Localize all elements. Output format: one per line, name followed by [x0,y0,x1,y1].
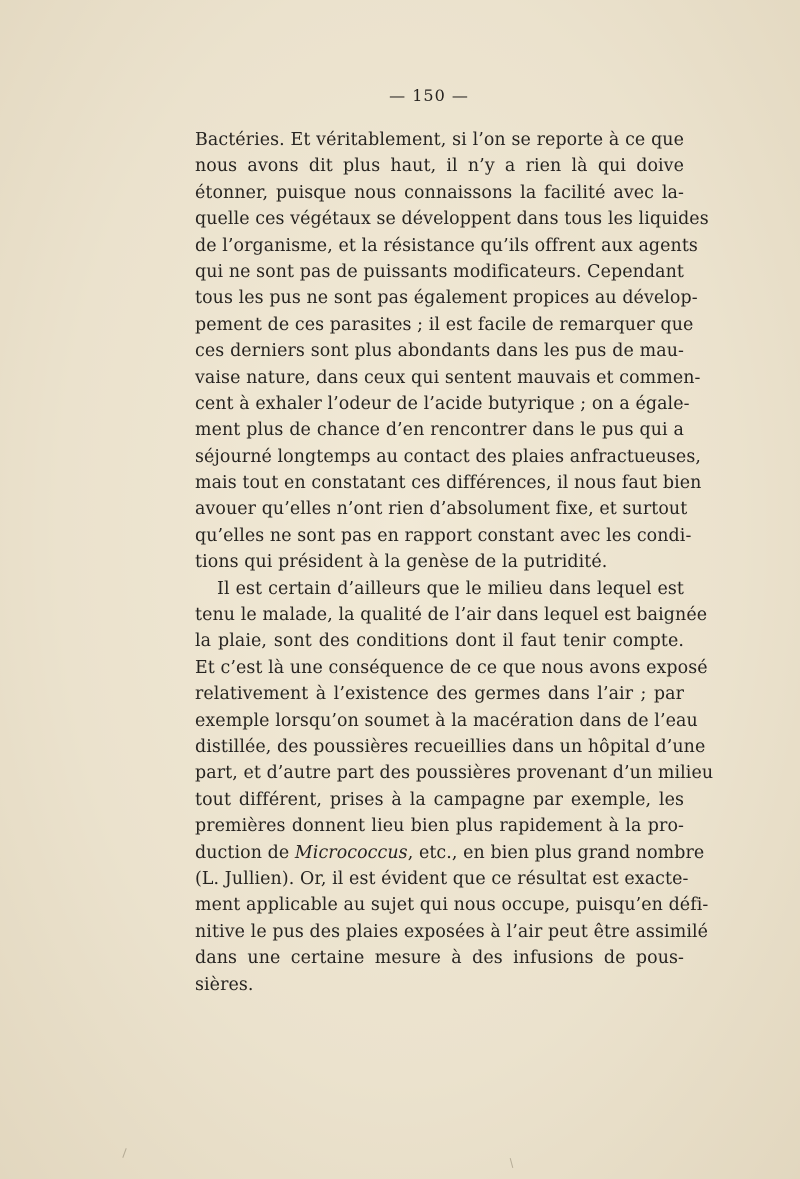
text-line-with-italic [195,840,705,866]
text-line: part, et d’autre part des poussières provenant d’un milieu [195,763,714,784]
paragraph-2 [195,576,714,998]
text-line: tions qui président à la genèse de la putridité. [195,552,608,573]
text-line: séjourné longtemps au contact des plaies anfractueuses, [195,446,701,467]
text-line: qu’elles ne sont pas en rapport constant avec les condi- [195,525,692,546]
text-line: pement de ces parasites ; il est facile de remarquer que [195,314,694,335]
text-line: tous les pus ne sont pas également propices au dévelop- [195,288,698,309]
text-line: de l’organisme, et la résistance qu’ils offrent aux agents [195,235,698,256]
text-line: Et c’est là une conséquence de ce que nous avons exposé [195,657,708,678]
text-line: nitive le pus des plaies exposées à l’air peut être assimilé [195,921,709,942]
text-run: , etc., en bien plus grand nombre [407,842,705,863]
text-line: Il est certain d’ailleurs que le milieu dans lequel est [217,578,684,599]
text-line: qui ne sont pas de puissants modificateurs. Cependant [195,261,684,282]
paper-mark [510,1158,514,1168]
text-line: Bactéries. Et véritablement, si l’on se reporte à ce que [195,130,684,150]
text-line: (L. Jullien). Or, il est évident que ce résultat est exacte- [195,868,689,889]
text-line: relativement à l’existence des germes dans l’air ; par [195,684,684,705]
paper-mark [122,1148,126,1158]
text-line: ment plus de chance d’en rencontrer dans le pus qui a [195,420,684,441]
text-line: quelle ces végétaux se développent dans tous les liquides [195,209,709,230]
text-line: mais tout en constatant ces différences, il nous faut bien [195,473,702,494]
text-line: distillée, des poussières recueillies dans un hôpital d’une [195,736,706,757]
text-line: étonner, puisque nous connaissons la facilité avec la- [195,182,684,203]
text-line: premières donnent lieu bien plus rapidement à la pro- [195,816,684,837]
paragraph-1 [195,127,709,576]
text-line: cent à exhaler l’odeur de l’acide butyrique ; on a égale- [195,393,690,414]
text-line: exemple lorsqu’on soumet à la macération dans de l’eau [195,710,698,731]
text-line: tenu le malade, la qualité de l’air dans lequel est baignée [195,605,708,626]
text-run: duction de [195,842,295,863]
text-line: tout différent, prises à la campagne par exemple, les [195,789,684,810]
text-line: vaise nature, dans ceux qui sentent mauvais et commen- [195,367,701,388]
text-line: sières. [195,974,254,995]
page-number: — 150 — [389,86,469,105]
text-line: la plaie, sont des conditions dont il faut tenir compte. [195,631,684,652]
text-line: ces derniers sont plus abondants dans les pus de mau- [195,341,684,362]
text-line: ment applicable au sujet qui nous occupe, puisqu’en défi- [195,895,709,916]
body-text [195,127,714,998]
text-line: avouer qu’elles n’ont rien d’absolument fixe, et surtout [195,499,688,520]
text-line: dans une certaine mesure à des infusions de pous- [195,948,684,969]
italic-term: Micrococcus [294,842,408,863]
text-line: nous avons dit plus haut, il n’y a rien là qui doive [195,156,684,177]
